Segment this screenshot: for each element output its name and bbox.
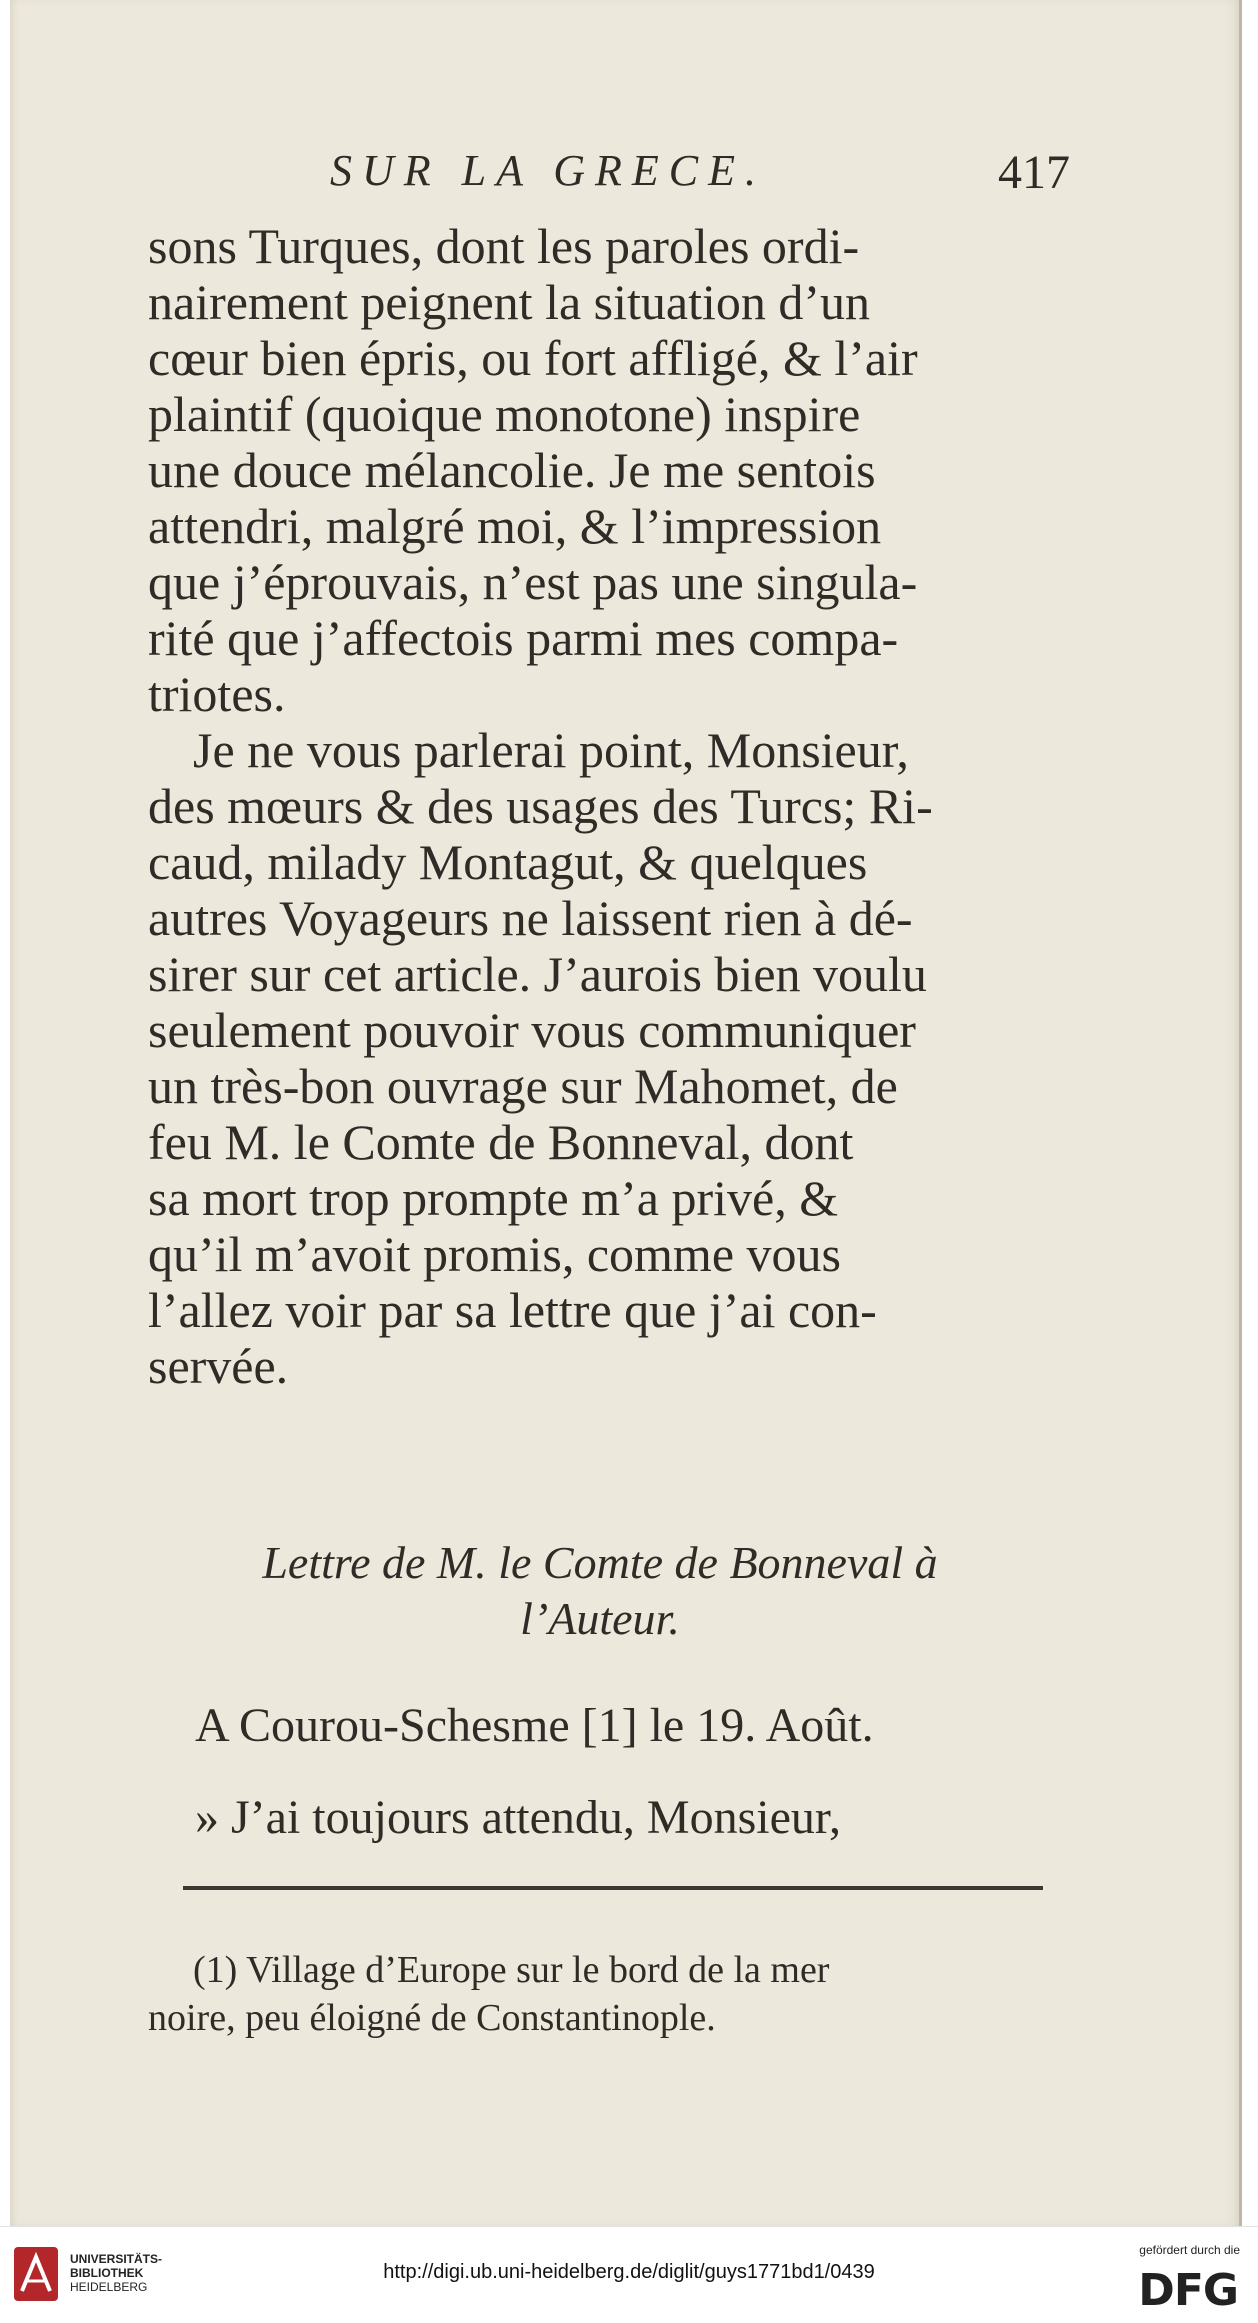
permalink[interactable]: http://digi.ub.uni-heidelberg.de/diglit/guys1771bd1/0439 xyxy=(383,2261,875,2283)
footer-bar xyxy=(0,2226,1258,2323)
text-line: caud, milady Montagut, & quelques xyxy=(148,834,868,890)
running-title: SUR LA GRECE. xyxy=(330,146,766,195)
letter-heading-line: Lettre de M. le Comte de Bonneval à xyxy=(262,1537,938,1588)
footnote-line: (1) Village d’Europe sur le bord de la mer xyxy=(193,1949,830,1991)
sponsor-note: gefördert durch die xyxy=(1139,2243,1240,2257)
letter-opening: » J’ai toujours attendu, Monsieur, xyxy=(195,1791,841,1844)
dfg-logo: DFG xyxy=(1138,2265,1238,2316)
footnote xyxy=(148,1946,1048,2042)
text-line: seulement pouvoir vous communiquer xyxy=(148,1002,916,1058)
text-line: nairement peignent la situation d’un xyxy=(148,274,871,330)
body-text xyxy=(148,218,1048,1394)
text-line: servée. xyxy=(148,1338,289,1394)
letter-heading-line: l’Auteur. xyxy=(520,1593,680,1644)
text-line: feu M. le Comte de Bonneval, dont xyxy=(148,1114,854,1170)
text-line: un très-bon ouvrage sur Mahomet, de xyxy=(148,1058,898,1114)
text-line: cœur bien épris, ou fort affligé, & l’air xyxy=(148,330,918,386)
text-line: qu’il m’avoit promis, comme vous xyxy=(148,1226,841,1282)
text-line: sa mort trop prompte m’a privé, & xyxy=(148,1170,839,1226)
text-line: une douce mélancolie. Je me sentois xyxy=(148,442,876,498)
footnote-rule xyxy=(183,1886,1043,1890)
page-header xyxy=(330,145,1070,215)
text-line: rité que j’affectois parmi mes compa- xyxy=(148,610,899,666)
text-line: attendri, malgré moi, & l’impression xyxy=(148,498,882,554)
text-line: autres Voyageurs ne laissent rien à dé- xyxy=(148,890,913,946)
letter-heading xyxy=(150,1535,1050,1647)
letter-dateline: A Courou-Schesme [1] le 19. Août. xyxy=(195,1699,874,1752)
text-line: des mœurs & des usages des Turcs; Ri- xyxy=(148,778,933,834)
text-line: sons Turques, dont les paroles ordi- xyxy=(148,218,860,274)
text-line: plaintif (quoique monotone) inspire xyxy=(148,386,861,442)
text-line: sirer sur cet article. J’aurois bien voulu xyxy=(148,946,927,1002)
text-line: l’allez voir par sa lettre que j’ai con- xyxy=(148,1282,877,1338)
text-line: que j’éprouvais, n’est pas une singula- xyxy=(148,554,918,610)
institution-name: UNIVERSITÄTS- BIBLIOTHEK HEIDELBERG xyxy=(70,2252,163,2294)
footnote-line: noire, peu éloigné de Constantinople. xyxy=(148,1997,716,2039)
text-line: triotes. xyxy=(148,666,286,722)
text-line: Je ne vous parlerai point, Monsieur, xyxy=(193,722,909,778)
page-number: 417 xyxy=(998,146,1070,199)
